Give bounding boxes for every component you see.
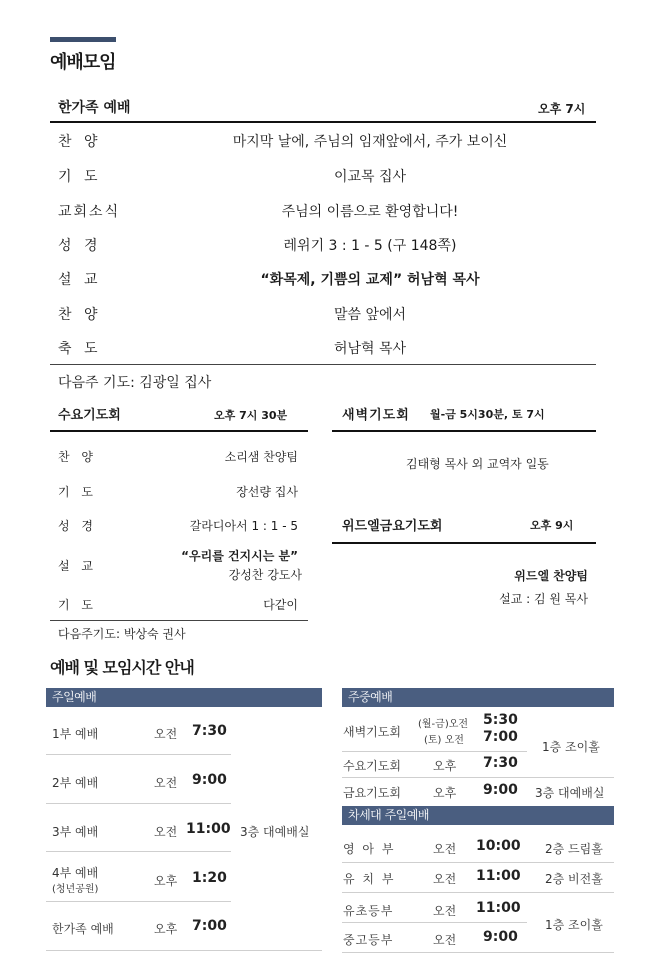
service-name: 유 치 부 [343,872,396,886]
service-ampm: 오전 [154,825,178,839]
service-name: 유초등부 [343,904,394,918]
table-divider [342,892,614,893]
friday-time: 오후 9시 [530,519,574,532]
service-place: 2층 비전홀 [545,872,603,886]
service-name: 1부 예배 [52,727,99,741]
service-time: 9:00 [483,782,518,798]
order-value: 갈라디아서 1 : 1 - 5 [189,519,298,533]
service-place: 2층 드림홀 [545,842,603,856]
service-name: 금요기도회 [343,786,401,800]
order-value: 주님의 이름으로 환영합니다! [281,204,459,220]
order-label: 찬 양 [58,307,102,323]
order-label: 기 도 [58,485,97,499]
table-divider [342,751,527,752]
table-divider [342,777,614,778]
service-time: 9:00 [483,929,518,945]
wednesday-title: 수요기도회 [58,408,121,423]
service-time: 11:00 [476,868,521,884]
service-time: 10:00 [476,838,521,854]
service-days: (월-금)오전 [418,719,469,730]
table-divider [342,922,527,923]
service-name: 수요기도회 [343,759,401,773]
friday-title: 위드엘금요기도회 [342,519,443,534]
family-bottom-rule [50,364,596,365]
nextgen-table-header: 차세대 주일예배 [342,806,614,825]
service-name: 3부 예배 [52,825,99,839]
order-label: 축 도 [58,341,102,357]
wednesday-time: 오후 7시 30분 [214,409,288,422]
service-ampm: 오전 [433,872,457,886]
weekday-table-header: 주중예배 [342,688,614,707]
service-place: 3층 대예배실 [535,786,605,800]
service-name: 새벽기도회 [343,725,401,739]
service-ampm: 오후 [154,874,178,888]
order-label: 교회소식 [58,204,121,220]
service-name: 4부 예배 [52,866,99,880]
order-label: 찬 양 [58,134,102,150]
order-value: 다같이 [263,598,298,612]
section-title-worship: 예배모임 [50,52,116,73]
table-divider [342,862,614,863]
service-name: 영 아 부 [343,842,396,856]
friday-praise: 위드엘 찬양팀 [514,569,588,583]
family-top-rule [50,121,596,123]
dawn-title: 새벽기도회 [342,408,410,423]
service-time: 7:00 [192,918,227,934]
order-value: 강성찬 강도사 [228,568,302,582]
service-ampm: 오후 [433,759,457,773]
service-ampm: 오전 [433,933,457,947]
order-label: 설 교 [58,272,102,288]
service-time: 11:00 [186,821,231,837]
service-place: 1층 조이홀 [545,918,603,932]
order-value: “화목제, 기쁨의 교제” 허남혁 목사 [260,272,480,288]
order-value: 허남혁 목사 [333,341,407,357]
service-ampm: 오전 [154,727,178,741]
dawn-leader: 김태형 목사 외 교역자 일동 [406,457,549,471]
order-label: 설 교 [58,559,97,573]
service-time: 7:30 [483,755,518,771]
service-time: 11:00 [476,900,521,916]
family-worship-time: 오후 7시 [538,102,586,116]
order-label: 성 경 [58,519,97,533]
friday-top-rule [332,542,596,544]
order-value: 마지막 날에, 주님의 임재앞에서, 주가 보이신 [232,134,508,150]
table-divider [46,851,231,852]
order-label: 성 경 [58,238,102,254]
service-time: 7:00 [483,729,518,745]
wednesday-top-rule [50,430,308,432]
order-value: 말씀 앞에서 [333,307,407,323]
service-subname: (청년공원) [52,884,99,895]
service-time: 7:30 [192,723,227,739]
service-ampm: 오전 [433,904,457,918]
order-value: 레위기 3 : 1 - 5 (구 148쪽) [283,238,457,254]
table-divider [46,803,231,804]
family-next-prayer: 다음주 기도: 김광일 집사 [58,375,212,391]
family-worship-title: 한가족 예배 [58,100,131,116]
order-value: 이교목 집사 [333,169,407,185]
service-ampm: 오전 [433,842,457,856]
friday-sermon: 설교 : 김 원 목사 [499,592,588,606]
order-value: 소리샘 찬양팀 [224,450,298,464]
table-divider [46,901,231,902]
section-accent-bar [50,37,116,42]
service-place: 1층 조이홀 [542,740,600,754]
service-time: 1:20 [192,870,227,886]
sunday-table-header: 주일예배 [46,688,322,707]
section-title-schedule: 예배 및 모임시간 안내 [50,658,194,677]
order-label: 기 도 [58,598,97,612]
order-value: 장선량 집사 [236,485,298,499]
wednesday-bottom-rule [50,620,308,621]
order-label: 찬 양 [58,450,97,464]
order-label: 기 도 [58,169,102,185]
service-ampm: 오후 [433,786,457,800]
table-divider [342,952,614,953]
wednesday-next-prayer: 다음주기도: 박상숙 권사 [58,627,186,641]
dawn-top-rule [332,430,596,432]
service-days: (토) 오전 [424,735,464,746]
dawn-time: 월-금 5시30분, 토 7시 [430,408,545,421]
service-name: 한가족 예배 [52,922,114,936]
service-place: 3층 대예배실 [240,825,310,839]
service-time: 5:30 [483,712,518,728]
service-ampm: 오후 [154,922,178,936]
service-ampm: 오전 [154,776,178,790]
table-divider [46,754,231,755]
table-divider [46,950,322,951]
service-time: 9:00 [192,772,227,788]
service-name: 2부 예배 [52,776,99,790]
order-value: “우리를 건지시는 분” [181,549,298,563]
service-name: 중고등부 [343,933,394,947]
